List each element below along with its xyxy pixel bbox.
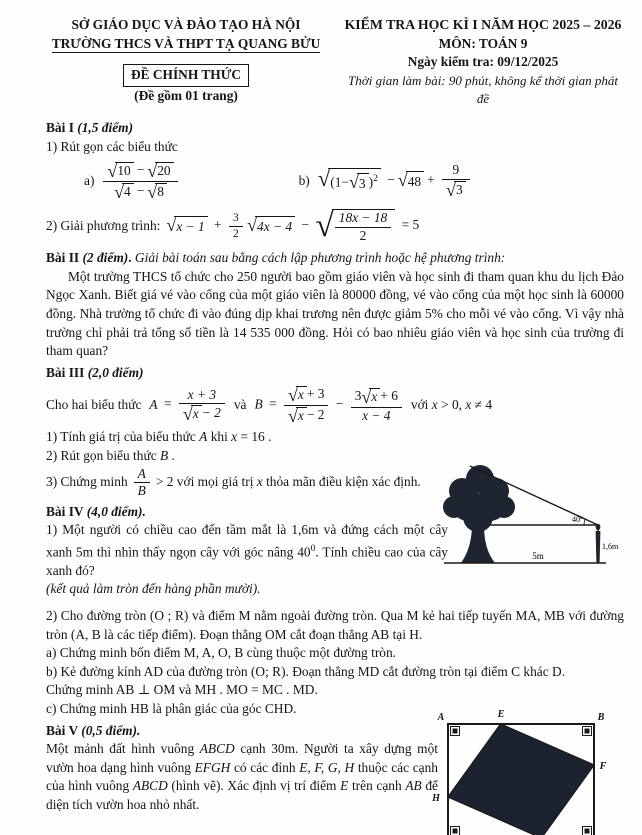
bai1-item2-row	[46, 206, 624, 246]
label-H: H	[432, 792, 440, 804]
expression-A	[149, 388, 225, 424]
header-right	[342, 16, 624, 109]
bai3-item3-pre: 3) Chứng minh	[46, 474, 128, 490]
sqrt	[147, 162, 173, 180]
and-word: và	[233, 397, 247, 413]
num-tail: + 6	[380, 387, 398, 403]
bai3-intro: Cho hai biểu thức	[46, 397, 142, 413]
equation-rhs: = 5	[401, 217, 420, 233]
radicand: 4	[122, 183, 134, 199]
radical-sign: √	[397, 169, 408, 190]
operator: −	[136, 182, 145, 198]
bai3-title: Bài III (2,0 điểm)	[46, 364, 144, 380]
section-bai-2	[46, 249, 624, 361]
operator: −	[301, 217, 309, 233]
frac-den	[179, 404, 225, 423]
radical-sign: √	[446, 179, 456, 200]
paren-open: (1−	[330, 174, 349, 190]
equals: =	[269, 396, 277, 412]
frac-den: x − 4	[362, 407, 391, 423]
sqrt	[247, 216, 295, 237]
tree-elevation-figure	[438, 457, 624, 569]
radicand: x	[369, 388, 380, 404]
radicand: 3	[454, 181, 466, 197]
fraction	[350, 388, 403, 424]
operator: +	[427, 172, 435, 188]
radical-sign: √	[315, 207, 334, 245]
var-A: A	[149, 396, 158, 412]
radical-sign: √	[317, 166, 331, 192]
frac-den	[284, 406, 328, 425]
tree-silhouette	[443, 465, 515, 563]
frac-num: x + 3	[179, 388, 225, 404]
equation	[166, 209, 422, 243]
radical-sign: √	[182, 404, 193, 424]
radicand: 48	[406, 171, 424, 192]
sqrt	[147, 183, 167, 201]
frac-den	[442, 180, 470, 199]
bai1-expressions-row	[46, 157, 624, 205]
bai4-item2b-1: b) Kẻ đường kính AD của đường tròn (O; R). Đoạn thẳng MD cắt đường tròn tại điểm C khác D.	[46, 663, 566, 679]
radical-sign: √	[166, 214, 177, 235]
paren-close: )	[368, 174, 374, 190]
exam-title: KIỂM TRA HỌC KÌ I NĂM HỌC 2025 – 2026	[344, 17, 622, 32]
page-count-note: (Đề gồm 01 trang)	[134, 87, 238, 103]
radical-sign: √	[348, 172, 359, 193]
den-tail: − 2	[306, 406, 325, 422]
fraction-A-over-B	[133, 467, 151, 499]
radicand: x − 1	[174, 216, 207, 237]
expression-B	[254, 386, 402, 425]
distance-label: 5m	[532, 550, 544, 561]
bai3-item3-post: > 2 với mọi giá trị x thỏa mãn điều kiện xác định.	[155, 474, 421, 490]
section-bai-1	[46, 119, 624, 246]
bai4-item2b-2: Chứng minh AB ⊥ OM và MH . MO = MC . MD.	[46, 682, 318, 698]
radicand: 3	[357, 173, 369, 194]
inner-square-EFGH	[448, 724, 594, 835]
operator: +	[214, 217, 222, 233]
radicand	[332, 209, 395, 243]
fraction	[441, 163, 471, 199]
radicand: 4x − 4	[255, 216, 295, 237]
radicand: 10	[115, 162, 133, 178]
frac-num	[351, 388, 402, 408]
radical-sign: √	[107, 160, 118, 181]
radicand: x	[296, 386, 307, 402]
radicand	[328, 168, 381, 194]
bai3-item2: 2) Rút gọn biểu thức B .	[46, 447, 175, 463]
frac-den: B	[137, 483, 146, 498]
frac-den: 2	[232, 227, 239, 240]
bai4-item1: 1) Một người có chiều cao đến tầm mắt là 1,6m và đứng cách một cây xanh 5m thì nhìn thấy ngọn cây với góc nâng $40^0$. Tính chiều cao của cây xanh đó?	[46, 522, 448, 578]
bai2-title: Bài II (2 điểm). Giải bài toán sau bằng cách lập phương trình hoặc hệ phương trình:	[46, 250, 506, 266]
radicand: x	[191, 405, 202, 421]
sqrt	[166, 216, 207, 237]
var-B: B	[254, 396, 263, 412]
bai3-formula-row	[46, 382, 624, 428]
fraction	[228, 212, 244, 240]
sqrt	[361, 388, 380, 406]
fraction	[178, 388, 226, 424]
bai2-body: Một trường THCS tổ chức cho 250 người bao gồm giáo viên và học sinh đi tham quan khu du lịch Đảo Ngọc Xanh. Biết giá vé vào cổng của một giáo viên là 80000 đồng, vé vào cổng của một học sinh là 60000 đồng. Nhà trường tổ chức đi vào đúng dịp khai trương nên được giảm 5% cho mỗi vé vào cổng. Vì vậy nhà trường chỉ phải trả tổng số tiền là 14 535 000 đồng. Hỏi có bao nhiêu giáo viên và học sinh của trường đi tham quan?	[46, 268, 624, 359]
bai5-title: Bài V (0,5 điểm).	[46, 722, 141, 738]
tree-trunk	[461, 523, 495, 563]
label-F: F	[599, 760, 607, 772]
radical-sign: √	[147, 160, 158, 181]
bai4-item2a: a) Chứng minh bốn điểm M, A, O, B cùng thuộc một đường tròn.	[46, 645, 397, 661]
frac-num: A	[134, 467, 150, 483]
exponent: 2	[373, 173, 378, 185]
bai4-item2c: c) Chứng minh HB là phân giác của góc CHD.	[46, 700, 297, 716]
radicand: x	[296, 407, 307, 423]
expr-a-label: a)	[84, 172, 95, 188]
school-name	[30, 35, 342, 54]
frac-den	[103, 182, 177, 201]
school-name-text: TRƯỜNG THCS VÀ THPT TẠ QUANG BỬU	[51, 35, 321, 51]
label-B: B	[597, 711, 605, 723]
radical-sign: √	[287, 384, 298, 405]
bai3-item1: 1) Tính giá trị của biểu thức A khi x = 16 .	[46, 429, 272, 445]
person-height-label: 1,6m	[602, 541, 619, 551]
exam-date: Ngày kiểm tra: 09/12/2025	[407, 54, 559, 70]
section-bai-4	[46, 503, 624, 719]
person-silhouette	[596, 523, 601, 562]
sqrt	[107, 162, 133, 180]
radicand: 20	[155, 162, 173, 178]
den-tail: − 2	[201, 405, 221, 421]
frac-num: 9	[442, 163, 470, 179]
bai5-body: Một mảnh đất hình vuông ABCD cạnh 30m. Người ta xây dựng một vườn hoa dạng hình vuông EFGH có các đỉnh E, F, G, H thuộc các cạnh của hình vuông ABCD (hình vẽ). Xác định vị trí điểm E trên cạnh AB để diện tích vườn hoa nhỏ nhất.	[46, 741, 439, 812]
sqrt	[446, 181, 466, 199]
bai3-condition: với x > 0, x ≠ 4	[410, 397, 493, 413]
inscribed-square-figure	[424, 700, 624, 835]
angle-arc	[584, 518, 586, 525]
sqrt-outer	[318, 168, 381, 194]
bai4-title: Bài IV (4,0 điểm).	[46, 503, 146, 519]
fraction	[102, 162, 178, 201]
bai1-title: Bài I (1,5 điểm)	[46, 119, 134, 135]
header	[30, 16, 624, 109]
equals: =	[163, 396, 172, 412]
expression-a	[102, 162, 178, 201]
radical-sign: √	[147, 181, 158, 202]
sqrt	[288, 386, 307, 404]
sqrt	[114, 183, 134, 201]
radical-sign: √	[361, 386, 372, 407]
radical-sign: √	[287, 405, 298, 426]
frac-num	[284, 386, 328, 406]
frac-den: 2	[359, 227, 367, 243]
expr-b-label: b)	[298, 172, 310, 188]
official-stamp-box-wrap	[30, 53, 342, 87]
frac-num: 18x − 18	[335, 211, 391, 227]
operator: −	[335, 396, 344, 412]
header-left	[30, 16, 342, 109]
official-stamp-box: ĐỀ CHÍNH THỨC	[123, 64, 249, 87]
frac-num	[103, 162, 177, 182]
radical-sign: √	[114, 181, 125, 202]
fraction	[283, 386, 329, 425]
label-A: A	[437, 711, 445, 723]
sqrt	[183, 405, 202, 423]
fraction	[334, 211, 392, 243]
bai1-item2-label: 2) Giải phương trình:	[46, 217, 161, 233]
sqrt	[288, 407, 307, 425]
num-coef: 3	[354, 387, 362, 403]
expression-b	[318, 163, 471, 199]
exam-duration: Thời gian làm bài: 90 phút, không kể thời gian phát đề	[348, 72, 618, 107]
exam-subject: MÔN: TOÁN 9	[438, 35, 528, 51]
radicand: 8	[155, 183, 167, 199]
sqrt	[398, 171, 424, 192]
num-tail: + 3	[306, 385, 325, 401]
bai1-item1: 1) Rút gọn các biểu thức	[46, 138, 178, 154]
frac-num: 3	[229, 212, 243, 226]
department-name: SỞ GIÁO DỤC VÀ ĐÀO TẠO HÀ NỘI	[71, 17, 301, 32]
operator: −	[387, 172, 395, 188]
angle-label: 40°	[572, 514, 584, 524]
label-E: E	[497, 708, 505, 720]
bai4-item2: 2) Cho đường tròn (O ; R) và điểm M nằm ngoài đường tròn. Qua M kẻ hai tiếp tuyến MA, MB với đường tròn (A, B là các tiếp điểm). Đoạn thẳng OM cắt đoạn thẳng AB tại H.	[46, 607, 624, 642]
sqrt-nested	[349, 173, 369, 194]
radical-sign: √	[247, 214, 257, 235]
sqrt-over-fraction	[315, 209, 395, 243]
bai4-item1-note: (kết quả làm tròn đến hàng phần mười).	[46, 581, 261, 597]
operator: −	[136, 161, 145, 177]
